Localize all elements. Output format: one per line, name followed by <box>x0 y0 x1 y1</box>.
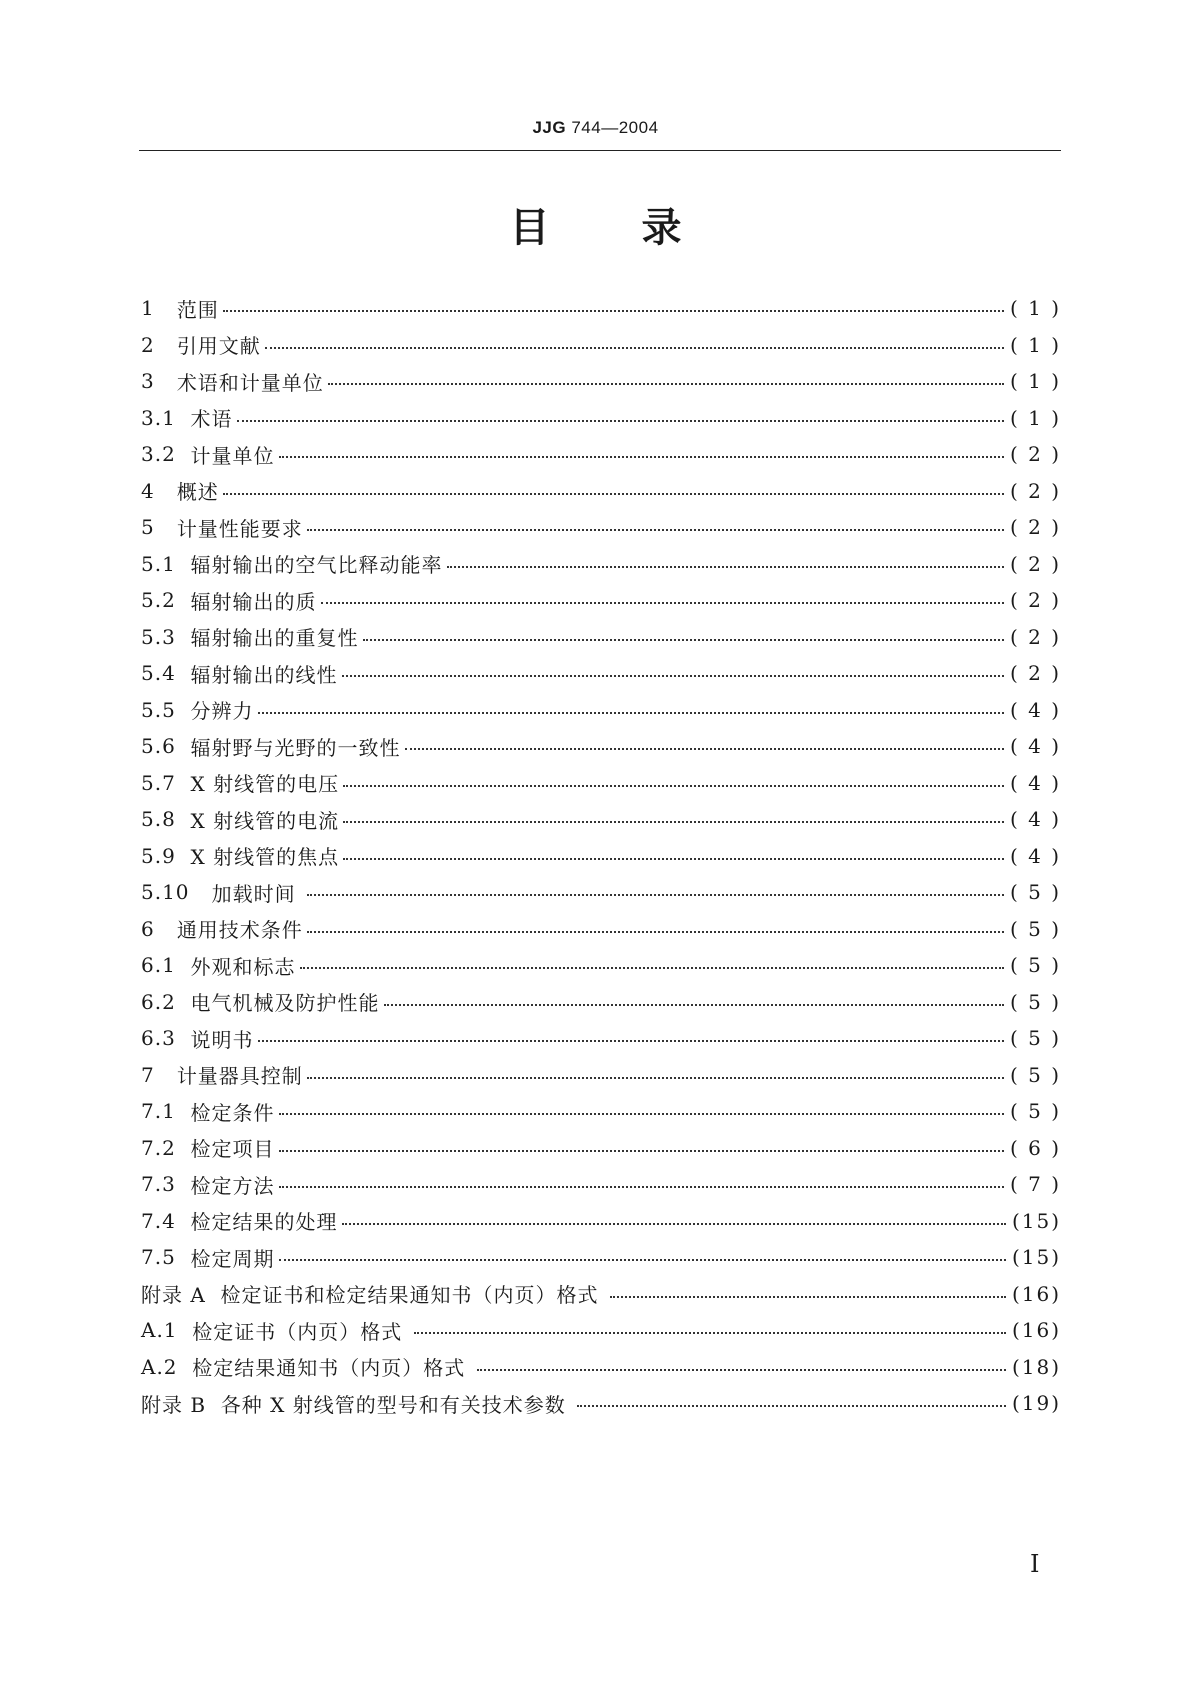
toc-entry[interactable] <box>141 1130 1061 1167</box>
toc-dot-leader <box>258 1040 1004 1042</box>
toc-entry[interactable] <box>141 1057 1061 1094</box>
toc-entry-title: 术语和计量单位 <box>176 370 324 395</box>
toc-entry[interactable] <box>141 1239 1061 1276</box>
toc-entry-number: 3.2 <box>141 442 176 467</box>
toc-entry-title: 计量单位 <box>190 443 275 468</box>
toc-entry-gap <box>155 479 177 503</box>
toc-entry-title: 检定结果通知书（内页）格式 <box>192 1356 473 1381</box>
toc-entry-number: 5.6 <box>141 734 176 759</box>
toc-dot-leader <box>384 1004 1004 1006</box>
toc-entry-number: 附录 B <box>141 1392 207 1417</box>
toc-entry-title: 外观和标志 <box>190 954 296 979</box>
toc-entry-gap <box>176 734 191 758</box>
toc-entry-number: 7.2 <box>141 1135 176 1160</box>
table-of-contents <box>141 290 1061 1422</box>
toc-entry[interactable] <box>141 363 1061 400</box>
toc-dot-leader <box>265 347 1004 349</box>
toc-entry-number: 5 <box>141 515 155 540</box>
toc-entry-page: ( 5 ) <box>1009 1026 1061 1051</box>
toc-dot-leader <box>610 1296 1006 1298</box>
toc-entry-gap <box>178 1318 193 1342</box>
toc-entry-number: 5.10 <box>141 880 190 905</box>
standard-code: JJG <box>532 118 567 137</box>
toc-entry-page: ( 4 ) <box>1009 697 1061 722</box>
toc-entry-title: 检定证书（内页）格式 <box>192 1319 410 1344</box>
toc-entry-page: (16) <box>1011 1281 1061 1306</box>
toc-entry-page: ( 2 ) <box>1009 624 1061 649</box>
toc-entry-number: 6.2 <box>141 989 176 1014</box>
toc-entry-title: 通用技术条件 <box>176 918 303 943</box>
toc-entry-page: ( 5 ) <box>1009 1099 1061 1124</box>
toc-entry-page: ( 4 ) <box>1009 770 1061 795</box>
toc-entry-gap <box>176 625 191 649</box>
toc-entry-number: A.1 <box>141 1318 178 1343</box>
toc-dot-leader <box>307 1077 1004 1079</box>
toc-entry-number: 2 <box>141 332 155 357</box>
toc-entry[interactable] <box>141 290 1061 327</box>
toc-entry-gap <box>176 1172 191 1196</box>
toc-entry-title: 辐射野与光野的一致性 <box>190 735 401 760</box>
toc-entry-number: 5.4 <box>141 661 176 686</box>
toc-entry-number: 5.1 <box>141 551 176 576</box>
page-title <box>0 200 1191 256</box>
toc-dot-leader <box>343 858 1004 860</box>
toc-entry-number: 5.5 <box>141 697 176 722</box>
toc-entry-page: (18) <box>1011 1354 1061 1379</box>
toc-dot-leader <box>223 310 1004 312</box>
toc-entry[interactable] <box>141 1349 1061 1386</box>
toc-entry-gap <box>176 552 191 576</box>
toc-entry-title: 辐射输出的线性 <box>190 662 338 687</box>
toc-entry-number: 4 <box>141 478 155 503</box>
toc-dot-leader <box>223 493 1004 495</box>
toc-entry-number: 5.8 <box>141 807 176 832</box>
toc-dot-leader <box>343 785 1004 787</box>
toc-entry-title: 加载时间 <box>211 881 303 906</box>
toc-dot-leader <box>342 675 1004 677</box>
toc-entry[interactable] <box>141 400 1061 437</box>
toc-entry-title: 辐射输出的重复性 <box>190 626 359 651</box>
toc-entry-gap <box>176 1245 191 1269</box>
toc-entry[interactable] <box>141 509 1061 546</box>
toc-dot-leader <box>258 712 1004 714</box>
toc-entry-gap <box>155 333 177 357</box>
toc-entry-gap <box>155 369 177 393</box>
toc-entry-number: 3.1 <box>141 405 176 430</box>
toc-dot-leader <box>477 1369 1006 1371</box>
toc-entry[interactable] <box>141 1166 1061 1203</box>
toc-dot-leader <box>307 931 1004 933</box>
toc-dot-leader <box>307 894 1004 896</box>
toc-entry-gap <box>176 1136 191 1160</box>
toc-entry[interactable] <box>141 728 1061 765</box>
toc-entry-page: ( 5 ) <box>1009 1062 1061 1087</box>
toc-entry-number: 7.1 <box>141 1099 176 1124</box>
toc-entry-gap <box>176 953 191 977</box>
toc-entry-gap <box>206 1282 221 1306</box>
toc-entry[interactable] <box>141 546 1061 583</box>
toc-entry-gap <box>155 917 177 941</box>
toc-entry-page: ( 5 ) <box>1009 989 1061 1014</box>
toc-entry[interactable] <box>141 1276 1061 1313</box>
toc-entry-page: ( 2 ) <box>1009 515 1061 540</box>
toc-dot-leader <box>363 639 1004 641</box>
toc-entry-page: ( 1 ) <box>1009 405 1061 430</box>
toc-entry-number: 7.5 <box>141 1245 176 1270</box>
toc-dot-leader <box>405 748 1004 750</box>
toc-dot-leader <box>577 1405 1006 1407</box>
toc-entry-gap <box>155 515 177 539</box>
toc-entry-title: 检定项目 <box>190 1137 275 1162</box>
toc-entry-number: 7.3 <box>141 1172 176 1197</box>
toc-dot-leader <box>300 967 1004 969</box>
toc-entry-title: 检定条件 <box>190 1100 275 1125</box>
toc-entry-number: 3 <box>141 369 155 394</box>
toc-entry[interactable] <box>141 327 1061 364</box>
toc-dot-leader <box>328 383 1004 385</box>
toc-entry-page: ( 2 ) <box>1009 442 1061 467</box>
title-part-2: 录 <box>641 205 682 251</box>
toc-entry-title: 检定证书和检定结果通知书（内页）格式 <box>220 1283 606 1308</box>
toc-entry[interactable] <box>141 947 1061 984</box>
toc-entry-gap <box>176 844 191 868</box>
toc-entry-title: 引用文献 <box>176 334 261 359</box>
toc-entry[interactable] <box>141 692 1061 729</box>
toc-entry-gap <box>190 880 212 904</box>
toc-entry-title: X 射线管的焦点 <box>190 845 340 870</box>
toc-entry[interactable] <box>141 1093 1061 1130</box>
toc-dot-leader <box>414 1332 1006 1334</box>
toc-entry-page: (15) <box>1011 1245 1061 1270</box>
toc-entry-title: 概述 <box>176 480 219 505</box>
toc-entry-number: 5.7 <box>141 770 176 795</box>
toc-entry-title: 电气机械及防护性能 <box>190 991 380 1016</box>
toc-entry-page: ( 6 ) <box>1009 1135 1061 1160</box>
toc-entry-number: 7.4 <box>141 1208 176 1233</box>
toc-entry-title: 分辨力 <box>190 699 254 724</box>
toc-entry-number: 1 <box>141 296 155 321</box>
toc-dot-leader <box>279 1113 1004 1115</box>
toc-entry-number: A.2 <box>141 1354 178 1379</box>
toc-dot-leader <box>279 1186 1004 1188</box>
toc-entry[interactable] <box>141 582 1061 619</box>
toc-entry-gap <box>176 442 191 466</box>
toc-entry-gap <box>176 588 191 612</box>
toc-entry-title: 检定方法 <box>190 1173 275 1198</box>
toc-entry-page: ( 4 ) <box>1009 807 1061 832</box>
toc-entry-page: ( 2 ) <box>1009 588 1061 613</box>
title-part-1: 目 <box>509 205 550 251</box>
toc-entry-gap <box>176 406 191 430</box>
standard-number: 744—2004 <box>571 118 659 137</box>
toc-entry-gap <box>155 296 177 320</box>
toc-entry-gap <box>178 1355 193 1379</box>
toc-entry-gap <box>176 1209 191 1233</box>
toc-entry-title: 计量性能要求 <box>176 516 303 541</box>
toc-entry[interactable] <box>141 1020 1061 1057</box>
toc-entry-gap <box>176 1099 191 1123</box>
toc-entry-title: 检定周期 <box>190 1246 275 1271</box>
toc-entry-title: 术语 <box>190 407 233 432</box>
toc-entry-gap <box>176 1026 191 1050</box>
toc-entry-gap <box>176 698 191 722</box>
toc-entry-page: ( 2 ) <box>1009 661 1061 686</box>
toc-entry[interactable] <box>141 765 1061 802</box>
toc-entry[interactable] <box>141 801 1061 838</box>
toc-entry[interactable] <box>141 1385 1061 1422</box>
toc-entry-gap <box>176 771 191 795</box>
toc-entry-title: 辐射输出的质 <box>190 589 317 614</box>
header-rule <box>139 150 1061 151</box>
toc-entry[interactable] <box>141 473 1061 510</box>
toc-entry-title: 检定结果的处理 <box>190 1210 338 1235</box>
toc-entry-gap <box>155 1063 177 1087</box>
toc-entry-gap <box>176 990 191 1014</box>
toc-entry-page: (15) <box>1011 1208 1061 1233</box>
toc-entry-page: ( 4 ) <box>1009 734 1061 759</box>
toc-dot-leader <box>279 1259 1006 1261</box>
toc-entry-page: (19) <box>1011 1391 1061 1416</box>
toc-entry-gap <box>206 1391 221 1415</box>
toc-entry[interactable] <box>141 911 1061 948</box>
toc-entry-number: 6 <box>141 916 155 941</box>
toc-entry-title: 范围 <box>176 297 219 322</box>
toc-entry-number: 6.3 <box>141 1026 176 1051</box>
toc-entry-title: 计量器具控制 <box>176 1064 303 1089</box>
toc-entry[interactable] <box>141 655 1061 692</box>
toc-entry-number: 5.9 <box>141 843 176 868</box>
toc-entry-title: X 射线管的电流 <box>190 808 340 833</box>
toc-entry[interactable] <box>141 838 1061 875</box>
toc-entry[interactable] <box>141 1203 1061 1240</box>
toc-entry[interactable] <box>141 619 1061 656</box>
toc-entry-page: ( 7 ) <box>1009 1172 1061 1197</box>
toc-dot-leader <box>237 420 1004 422</box>
toc-entry[interactable] <box>141 874 1061 911</box>
toc-entry[interactable] <box>141 984 1061 1021</box>
toc-entry-title: 说明书 <box>190 1027 254 1052</box>
toc-entry-number: 5.3 <box>141 624 176 649</box>
toc-entry-page: ( 2 ) <box>1009 478 1061 503</box>
toc-entry-page: ( 5 ) <box>1009 953 1061 978</box>
toc-dot-leader <box>279 1150 1004 1152</box>
toc-entry-gap <box>176 807 191 831</box>
toc-entry-page: ( 1 ) <box>1009 369 1061 394</box>
toc-entry-page: ( 5 ) <box>1009 916 1061 941</box>
running-header <box>0 118 1191 138</box>
toc-entry-page: ( 2 ) <box>1009 551 1061 576</box>
toc-entry-title: 各种 X 射线管的型号和有关技术参数 <box>220 1392 574 1417</box>
toc-dot-leader <box>343 821 1004 823</box>
toc-entry[interactable] <box>141 1312 1061 1349</box>
toc-entry-number: 附录 A <box>141 1283 206 1308</box>
toc-entry[interactable] <box>141 436 1061 473</box>
toc-entry-number: 7 <box>141 1062 155 1087</box>
toc-entry-gap <box>176 661 191 685</box>
page-number: I <box>1030 1550 1040 1578</box>
toc-dot-leader <box>342 1223 1006 1225</box>
toc-entry-page: ( 1 ) <box>1009 332 1061 357</box>
toc-entry-page: (16) <box>1011 1318 1061 1343</box>
toc-entry-number: 5.2 <box>141 588 176 613</box>
toc-dot-leader <box>279 456 1004 458</box>
toc-dot-leader <box>307 529 1004 531</box>
toc-dot-leader <box>447 566 1004 568</box>
toc-entry-title: X 射线管的电压 <box>190 772 340 797</box>
toc-entry-page: ( 1 ) <box>1009 296 1061 321</box>
toc-dot-leader <box>321 602 1004 604</box>
toc-entry-title: 辐射输出的空气比释动能率 <box>190 553 443 578</box>
toc-entry-number: 6.1 <box>141 953 176 978</box>
toc-entry-page: ( 5 ) <box>1009 880 1061 905</box>
toc-entry-page: ( 4 ) <box>1009 843 1061 868</box>
